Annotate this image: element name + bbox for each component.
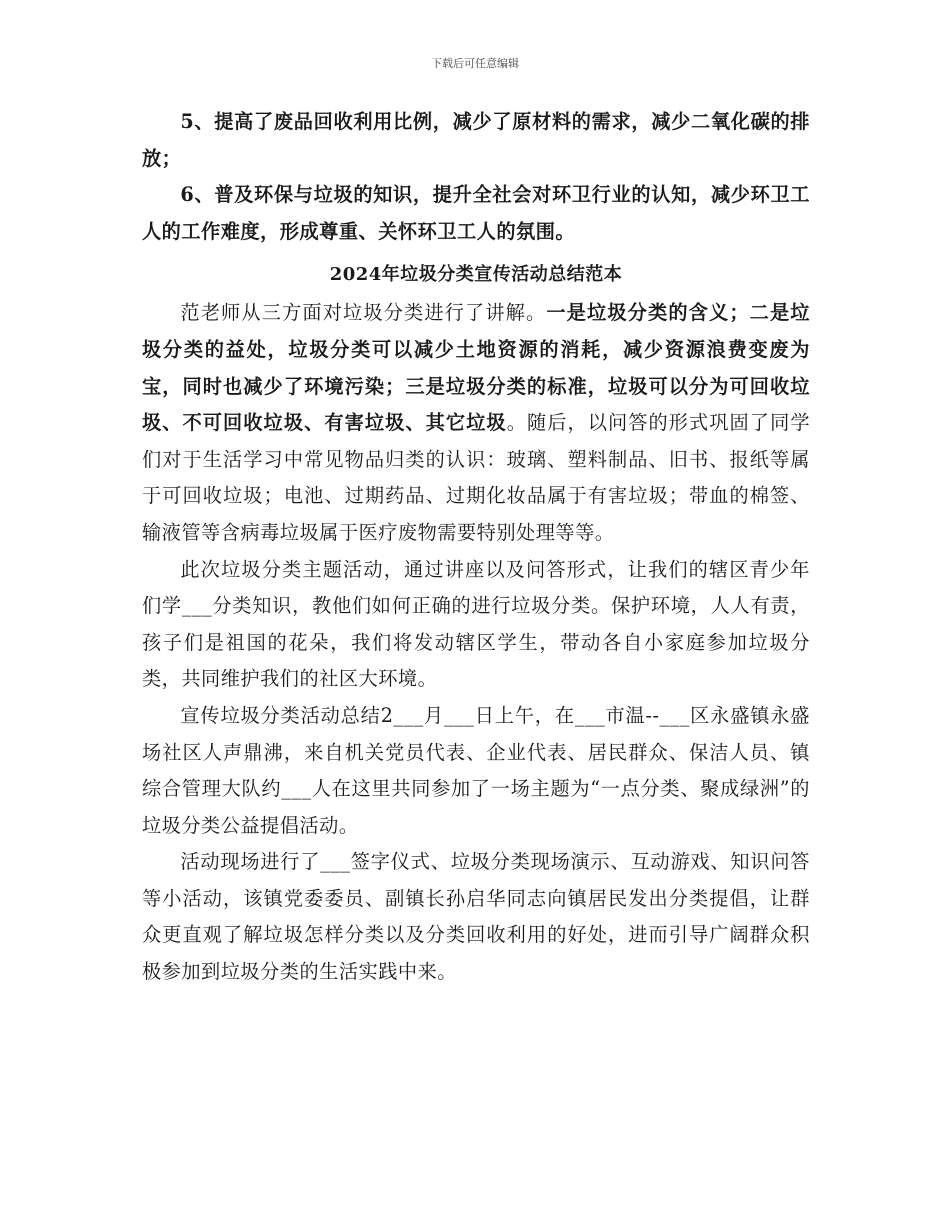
paragraph-bold-text: 一是垃圾分类的含义；二是垃圾分类的益处，垃圾分类可以减少土地资源的消耗，减少资源浪费变废为宝，同时也减少了环境污染；三是垃圾分类的标准，垃圾可以分为可回收垃圾、不可回收垃圾、有害垃圾、其它垃圾 (142, 301, 810, 435)
paragraph-lead: 范老师从三方面对垃圾分类进行了讲解。 (180, 301, 547, 325)
paragraph: 宣传垃圾分类活动总结2___月___日上午，在___市温--___区永盛镇永盛场社区人声鼎沸，来自机关党员代表、企业代表、居民群众、保洁人员、镇综合管理大队约___人在这里共同参加了一场主题为“一点分类、聚成绿洲”的垃圾分类公益提倡活动。 (142, 703, 810, 837)
list-item: 6、普及环保与垃圾的知识，提升全社会对环卫行业的认知，减少环卫工人的工作难度，形成尊重、关怀环卫工人的氛围。 (142, 183, 810, 243)
section-title: 2024年垃圾分类宣传活动总结范本 (329, 264, 623, 286)
paragraph-rest: 。随后，以问答的形式巩固了同学们对于生活学习中常见物品归类的认识：玻璃、塑料制品、旧书、报纸等属于可回收垃圾；电池、过期药品、过期化妆品属于有害垃圾；带血的棉签、输液管等含病毒垃圾属于医疗废物需要特别处理等等。 (142, 411, 811, 544)
paragraph: 活动现场进行了___签字仪式、垃圾分类现场演示、互动游戏、知识问答等小活动，该镇党委委员、副镇长孙启华同志向镇居民发出分类提倡，让群众更直观了解垃圾怎样分类以及分类回收利用的好处，进而引导广阔群众积极参加到垃圾分类的生活实践中来。 (142, 850, 810, 984)
paragraph: 此次垃圾分类主题活动，通过讲座以及问答形式，让我们的辖区青少年们学___分类知识，教他们如何正确的进行垃圾分类。保护环境，人人有责，孩子们是祖国的花朵，我们将发动辖区学生，带动各自小家庭参加垃圾分类，共同维护我们的社区大环境。 (142, 557, 810, 691)
page-header: 下载后可任意编辑 (431, 57, 519, 70)
document-body (142, 104, 810, 991)
list-item: 5、提高了废品回收利用比例，减少了原材料的需求，减少二氧化碳的排放； (142, 110, 810, 170)
paragraph (142, 295, 810, 551)
